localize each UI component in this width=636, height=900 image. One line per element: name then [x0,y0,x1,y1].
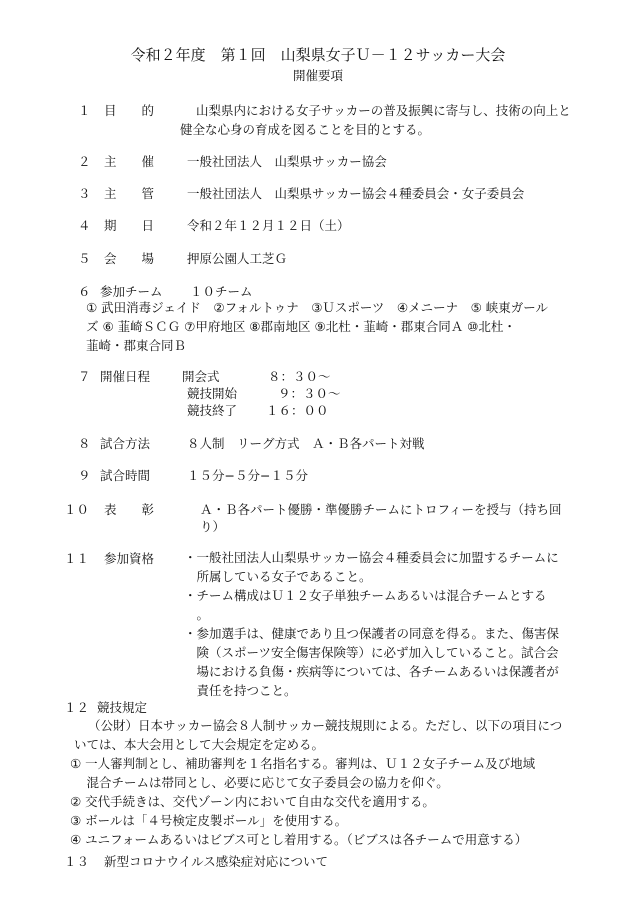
schedule-item-time: ８：３０～ [268,369,331,384]
section-label: 期 日 [104,218,155,233]
document-subtitle: 開催要項 [292,68,343,83]
team-list-line: 韮崎・郡東合同Ｂ [86,338,187,353]
section-number: １０ [64,502,90,517]
section-label: 競技規定 [97,700,148,715]
team-list-line: ズ ⑥ 韮崎ＳＣＧ ⑦甲府地区 ⑧郡南地区 ⑨北杜・韮崎・郡東合同Ａ ⑩北杜・ [86,319,516,334]
rules-line: ② 交代手続きは、交代ゾーン内において自由な交代を適用する。 [70,794,435,809]
section-value: １０チーム [190,284,253,299]
section-number: ４ [78,218,91,233]
eligibility-line: 。 [184,607,210,622]
section-number: ８ [78,436,91,451]
section-label: 試合方法 [100,436,151,451]
section-label: 主 管 [104,186,155,201]
eligibility-line: 険（スポーツ安全傷害保険等）に必ず加入していること。試合会 [184,645,559,660]
section-label: 主 催 [104,154,155,169]
schedule-item-time: １６：００ [266,403,329,418]
section-value: 一般社団法人 山梨県サッカー協会４種委員会・女子委員会 [187,186,525,201]
section-text-line: Ａ・Ｂ各パート優勝・準優勝チームにトロフィーを授与（持ち回 [200,502,562,517]
schedule-item-name: 開会式 [182,369,220,384]
rules-line: いては、本大会用として大会規定を定める。 [74,737,325,752]
section-label: 目 的 [104,103,155,118]
section-value: 令和２年１２月１２日（土） [187,218,350,233]
section-label: 表 彰 [104,502,155,517]
rules-line: 混合チームは帯同とし、必要に応じて女子委員会の協力を仰ぐ。 [70,775,449,790]
section-label: 会 場 [104,251,155,266]
section-number: １ [78,103,91,118]
section-number: ９ [78,468,91,483]
section-value: ８人制 リーグ方式 Ａ・Ｂ各パート対戦 [187,436,425,451]
section-number: ３ [78,186,91,201]
section-label: 参加資格 [104,551,155,566]
section-value: 一般社団法人 山梨県サッカー協会 [187,154,387,169]
eligibility-line: ・一般社団法人山梨県サッカー協会４種委員会に加盟するチームに [184,550,559,565]
eligibility-line: 責任を持つこと。 [184,683,297,698]
rules-line: ① 一人審判制とし、補助審判を１名指名する。審判は、Ｕ１２女子チーム及び地域 [70,756,536,771]
eligibility-list [184,548,559,700]
section-label: 試合時間 [100,468,151,483]
section-text-line: 健全な心身の育成を図ることを目的とする。 [180,122,431,137]
document-title: 令和２年度 第１回 山梨県女子Ｕ－１２サッカー大会 [130,46,506,64]
schedule-item-time: ９：３０～ [278,386,341,401]
schedule-item-name: 競技開始 [187,386,238,401]
section-number: １３ [64,854,90,869]
section-number: ５ [78,251,91,266]
eligibility-line: ・参加選手は、健康であり且つ保護者の同意を得る。また、傷害保 [184,626,560,641]
section-label: 新型コロナウイルス感染症対応について [104,854,329,869]
section-label: 参加チーム [100,284,163,299]
section-text-line: り） [200,519,226,534]
rules-list [62,716,562,849]
section-number: １２ [64,700,90,715]
section-text-line: 山梨県内における女子サッカーの普及振興に寄与し、技術の向上と [196,103,571,118]
eligibility-line: 所属している女子であること。 [184,569,372,584]
rules-line: ④ ユニフォームあるいはビブス可とし着用する。（ビブスは各チームで用意する） [70,832,528,847]
rules-line: ③ ボールは「４号検定皮製ボール」を使用する。 [70,813,348,828]
rules-line: （公財）日本サッカー協会８人制サッカー競技規則による。ただし、以下の項目につ [88,718,563,733]
team-list [86,298,548,355]
eligibility-line: ・チーム構成はＵ１２女子単独チームあるいは混合チームとする [184,588,547,603]
schedule-item-name: 競技終了 [187,403,238,418]
section-number: ６ [78,284,91,299]
section-number: ７ [78,369,91,384]
section-number: ２ [78,154,91,169]
section-value: 押原公園人工芝Ｇ [187,251,288,266]
section-label: 開催日程 [100,369,151,384]
eligibility-line: 場における負傷・疾病等については、各チームあるいは保護者が [184,664,559,679]
section-value: １５分−５分−１５分 [187,468,308,483]
team-list-line: ① 武田消毒ジェイド ②フォルトゥナ ③Ｕスポーツ ④メニーナ ⑤ 峡東ガール [86,300,549,315]
section-number: １１ [64,551,90,566]
